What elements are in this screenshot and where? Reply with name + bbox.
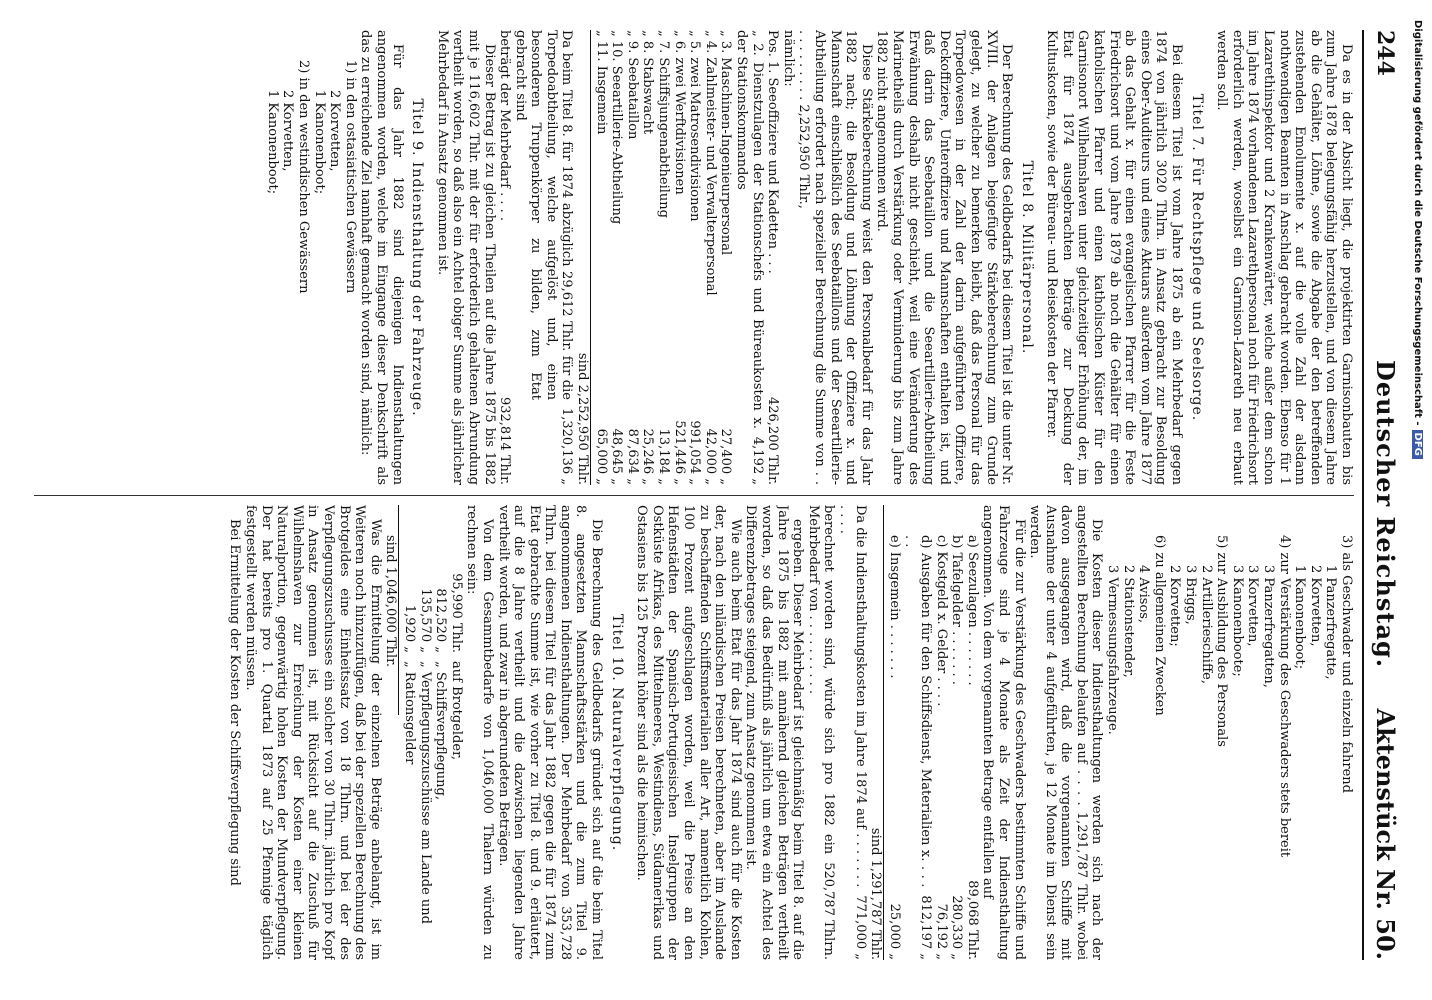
list-item: 2 Artillerieschiffe, [1198, 565, 1214, 685]
table-sum: sind 1,291,787 Thlr. [868, 505, 885, 960]
table-row: „ 8. Stabswacht 25,246 „ [640, 30, 656, 485]
list-item: 1) in den ostasiatischen Gewässern [342, 60, 358, 294]
list-item: 6) zu allgemeinen Zwecken [1151, 535, 1167, 716]
section-title-8: Titel 8. Militärpersonal. [1018, 160, 1035, 355]
table-row: „ 6. zwei Werftdivisionen 521,446 „ [671, 30, 687, 485]
left-column [34, 30, 1354, 485]
paragraph: Bei diesem Titel ist vom Jahre 1875 ab ein Mehrbedarf gegen 1874 von jährlich 3020 Thlrn. in Ansatz gebracht zur Besoldung eines Ober-Auditeurs und eines Aktuars außerdem vom Jahre 1877 ab das Gehalt x. für einen evangelischen Pfarrer für die Feste Friedrichsort und vom Jahre 1879 ab noch die Gehälter für einen katholischen Pfarrer und einen katholischen Küster für den Garnisonort Wilhelmshaven unter gleichzeitiger Erhöhung der, im Etat für 1874 ausgebrachten Beträge zur Deckung der Kultuskosten, sowie der Büreau- und Reisekosten der Pfarrer. [1044, 30, 1185, 485]
list-item: 2 Korvetten, [1307, 565, 1323, 647]
sum-row: berechnet worden sind, würde sich pro 1882 ein Mehrbedarf von . . . . . . . . . . 520,787 Thlrn. [805, 505, 837, 960]
table-row: „ 9. Seebataillon 87,634 „ [624, 30, 640, 485]
paragraph: Die Kosten dieser Indiensthaltungen werden sich nach der angestellten Berechnung belaufen auf . . . . 1,291,787 Thlr. wobei davon ausgegangen wird, daß die vorgenannten Schiffe mit Ausnahme der unter 4 aufgeführten, je 12 Monate im Dienst sein werden. [1027, 505, 1105, 960]
page-title: Deutscher Reichstag. [1371, 360, 1400, 669]
paragraph: Diese Stärkeberechnung weist den Personalbedarf für das Jahr 1882 nach; die Besoldung und Löhnung der Offiziere x. und Mannschaft einschließlich des Seebataillons und der Seeartillerie-Abtheilung erfordert nach spezieller Berechnung die Summe von . . . . . . . . . . . 2,252,950 Thlr., [796, 30, 874, 485]
table-row: 1,920 „ „ Rationsgelder [401, 604, 417, 765]
list-item: 2 Korvetten, [327, 90, 343, 172]
personnel-table [575, 30, 781, 485]
list-item: 2 Korvetten; [1167, 565, 1183, 647]
column-divider [34, 495, 1354, 496]
table-row: Pos. 1. Seeoffiziere und Kadetten . . . 426,200 Thlr. [765, 30, 781, 485]
table-row: „ 2. Dienstzulagen der Stationschefs und Büreaukosten x. der Stationskommandos 4,192 „ [734, 30, 765, 485]
paragraph: nämlich: [780, 30, 796, 87]
list-item: 5) zur Ausbildung des Personals [1214, 535, 1230, 747]
paragraph: Für das Jahr 1882 sind diejenigen Indiensthaltungen angenommen worden, welche im Eingange dieser Denkschrift als das zu erreichende Ziel namhaft gemacht worden sind, nämlich: [358, 30, 405, 485]
table-sum: sind 1,046,000 Thlr. [383, 505, 400, 715]
table-row: d) Ausgaben für den Schiffsdienst, Materialien x. . . . . . 812,197 „ [902, 535, 933, 960]
paragraph: Da es in der Absicht liegt, die projektirten Garnisonbauten bis zum Jahre 1878 belegungsfähig herzustellen, und von diesem Jahre ab die Gehälter, Löhne, sowie die Abgabe der den betreffenden zustehenden Emolumente x. auf die volle Zahl der alsdann nothwendigen Beamten in Anschlag gebracht worden. Ebenso für 1 Lazarethinspektor und 2 Krankenwärter, welche außer dem schon im Jahre 1874 vorhandenen Lazarethpersonal noch für Friedrichsort erforderlich werden, woselbst ein Garnison-Lazareth neu erbaut werden soll. [1214, 30, 1354, 485]
list-item: 3 Kanonenboote; [1229, 565, 1245, 677]
paragraph: Dieser Betrag ist zu gleichen Theilen auf die Jahre 1875 bis 1882 mit je 116,602 Thlr. mit der für erforderlich gehaltenen Abrundung vertheilt worden, so daß also ein Achtel obiger Summe als jährlicher Mehrbedarf in Ansatz genommen ist. [434, 30, 497, 485]
paragraph: Bei Ermittelung der Kosten der Schiffsverpflegung sind [227, 519, 243, 886]
right-column [34, 505, 1354, 960]
digitization-credit [1405, 20, 1423, 980]
table-row: c) Kostgeld x. Gelder . . . . 76,192 „ [933, 535, 949, 960]
paragraph: Die Berechnung des Geldbedarfs gründet sich auf die beim Titel 8. angesetzten Mannschaftsstärken und die zum Titel 9. angenommenen Indiensthaltungen. Der Mehrbedarf von 353,728 Thlrn. bei diesem Titel für das Jahr 1882 gegen die für 1874 zum Etat gebrachte Summe ist, wie vorher zu Titel 8. und 9. erläutert, auf die 8 Jahre vertheilt und die dazwischen liegenden Jahre vertheilt worden, und zwar in abgerundeten Beträgen. [495, 505, 605, 960]
list-item: 4) zur Verstärkung des Geschwaders stets bereit [1276, 535, 1292, 858]
paragraph: Was die Ermittelung der einzelnen Beträge anbelangt, ist im Weiteren noch hinzuzufügen, daß bei der speziellen Berechnung des Brotgeldes eine Einheitssatz von 18 Thlrn. und bei der des Verpflegungszuschusses ein solcher von 30 Thlrn. jährlich pro Kopf in Ansatz genommen ist, mit Rücksicht auf die Zuschuß für Wilhelmshaven zur Erreichung der Kosten einer kleinen Naturalportion, gegenwärtig hohen Kosten der Mundverpflegung. Der hat bereits pro 1. Quartal 1873 auf 25 Pfennige täglich festgestellt werden müssen. [243, 505, 383, 960]
sum-row: Da beim Titel 8. für 1874 abzüglich 29,612 Thlr. für die Torpedoabtheilung, welche aufgelöst und, einen besonderen Truppenkörper zu bilden, zum Etat gebracht sind 1,320,136 „ [512, 30, 575, 485]
table-row: b) Tafelgelder . . . . . . . 280,330 „ [949, 535, 965, 960]
table-row: „ 4. Zahlmeister- und Verwalterpersonal 42,000 „ [702, 30, 718, 485]
table-sum: sind 2,252,950 Thlr. [575, 30, 592, 485]
list-item: 3 Vermessungsfahrzeuge. [1105, 565, 1121, 735]
list-item: 3 Korvetten, [1245, 565, 1261, 647]
document-number: Aktenstück Nr. 50. [1371, 708, 1400, 960]
section-title-9: Titel 9. Indiensthaltung der Fahrzeuge. [409, 98, 426, 417]
list-item: 3) als Geschwader und einzeln fahrend [1339, 535, 1354, 793]
list-item: 2 Stationstender, [1120, 565, 1136, 678]
list-item: 1 Kanonenboot; [264, 90, 280, 195]
cost-table [868, 505, 980, 960]
table-row: a) Seezulagen . . . . . . . 89,068 Thlr. [964, 535, 980, 960]
list-item: 2) in den westindischen Gewässern [296, 60, 311, 294]
sum-row: beträgt der Mehrbedarf . . . . 932,814 Thlr. [497, 30, 513, 485]
table-row: 95,990 Thlr. auf Brotgelder, [448, 573, 464, 760]
paragraph: Von dem Gesammtbedarfe von 1,046,000 Thalern würden zu rechnen sein: [464, 505, 495, 960]
provisions-table [383, 505, 464, 960]
section-title-10: Titel 10. Naturalverpflegung. [608, 613, 625, 852]
page-number: 244 [1372, 30, 1398, 76]
list-item: 3 Panzerfregatten, [1261, 565, 1277, 688]
paragraph: Für die zur Verstärkung des Geschwaders bestimmten Schiffe und Fahrzeuge sind je 4 Monate als Zeit der Indiensthaltung angenommen. Von dem vorgenannten Betrage entfallen auf [980, 505, 1027, 960]
table-row: 135,570 „ „ Verpflegungszuschüsse am Lande und [417, 588, 433, 924]
paragraph: Wie auch beim Etat für das Jahr 1874 sind auch für die Kosten der, nach den inländischen Preisen berechneten, aber im Auslande zu beschaffenden Schiffsmaterialien aller Art, namentlich Kohlen, 100 Prozent aufgeschlagen worden, weil die Preise an den Hafenstädten der Spanisch-Portugiesischen Inselgruppen der Ostküste Afrikas, des Mittelmeeres, Westindiens, Südamerikas und Ostasiens bis 125 Prozent höher sind als die heimischen. [634, 505, 743, 960]
table-row: „ 10. Seeartillerie-Abtheilung 48,645 „ [609, 30, 625, 485]
table-row: „ 5. zwei Matrosendivisionen 991,054 „ [687, 30, 703, 485]
list-item: 1 Panzerfregatte, [1323, 565, 1339, 680]
credit-text: Digitalisierung gefördert durch die Deutsche Forschungsgemeinschaft -DFG [1405, 20, 1423, 980]
dfg-logo: DFG [1412, 430, 1423, 459]
text-columns [24, 30, 1354, 960]
paragraph: ergeben. Dieser Mehrbedarf ist gleichmäßig beim Titel 8. auf die Jahre 1875 bis 1882 mit annähernd gleichen Beträgen vertheilt worden, so daß das Bedürfniß als jährlich um etwa ein Achtel des Differenzbetrages steigend, zum Ansatz genommen ist. [743, 505, 806, 960]
page-header [1362, 30, 1404, 960]
list-item: 3 Briggs, [1183, 565, 1199, 625]
list-item: 2 Korvetten, [280, 90, 296, 172]
table-row: „ 3. Maschinen-Ingenieurpersonal 27,400 „ [718, 30, 734, 485]
sum-row: Da die Indiensthaltungskosten im Jahre 1874 auf . . . . . . . . . . . 771,000 „ [837, 505, 868, 960]
paragraph: Der Berechnung des Geldbedarfs bei diesem Titel ist die unter Nr. XVIII. der Anlagen beigefügte Stärkeberechnung zum Grunde gelegt, zu welcher zu bemerken bleibt, daß das Personal für das Torpedowesen in der Zahl der darin aufgeführten Offiziere, Deckoffiziere, Unteroffiziere und Mannschaften enthalten ist, und daß darin das Seebataillon und die Seeartillerie-Abtheilung Erwähnung deshalb nicht geschieht, weil eine Veränderung des Marinetheils durch Verstärkung oder Verminderung bis zum Jahre 1882 nicht angenommen wird. [874, 30, 1015, 485]
table-row: e) Insgemein . . . . . . . 25,000 „ [886, 535, 902, 960]
table-row: 812,520 „ „ Schiffsverpflegung, [433, 588, 449, 800]
table-row: „ 7. Schiffsjungenabtheilung 13,184 „ [656, 30, 672, 485]
list-item: 4 Avisos, [1136, 565, 1152, 624]
section-title-7: Titel 7. Für Rechtspflege und Seelsorge. [1188, 93, 1205, 422]
list-item: 1 Kanonenboot; [311, 90, 327, 195]
list-item: 1 Kanonenboot; [1292, 565, 1308, 670]
table-row: „ 11. Insgemein 65,000 „ [593, 30, 609, 485]
